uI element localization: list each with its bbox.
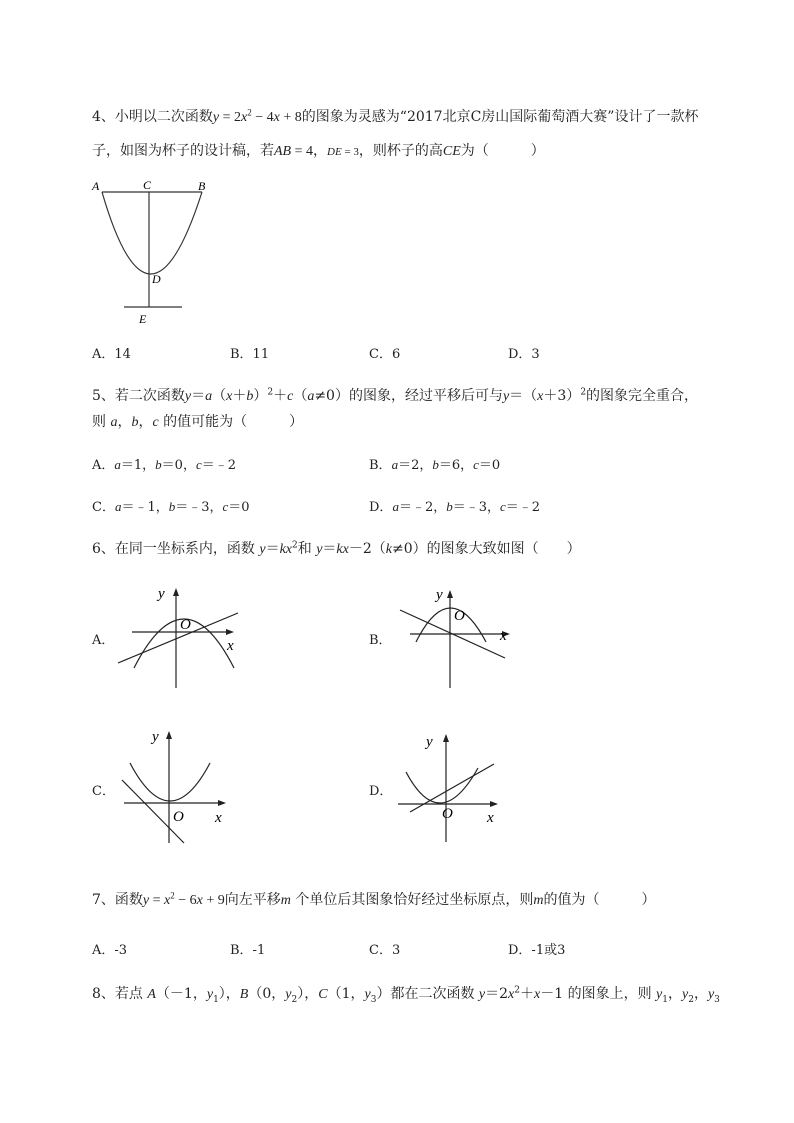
q6-option-d[interactable]: D．: [369, 784, 393, 799]
q5-option-d[interactable]: D．a＝﹣2，b＝﹣3，c＝﹣2: [369, 499, 541, 515]
cup-diagram: [90, 175, 220, 325]
y-arrow-icon: [166, 731, 172, 739]
q7-option-c[interactable]: C．3: [369, 943, 401, 958]
q5-option-b[interactable]: B．a＝2，b＝6，c＝0: [369, 457, 501, 473]
y-label: y: [152, 729, 159, 745]
q7-stem: 7、函数$y = x^2 - 6x + 9$向左平移m 个单位后其图象恰好经过坐标原点，则m的值为（ ）: [92, 890, 656, 908]
origin-label: O: [454, 608, 465, 624]
parabola-curve: [416, 608, 486, 642]
label-B: B: [198, 179, 206, 193]
q4-option-b[interactable]: B．11: [230, 347, 270, 362]
graph-c: [110, 725, 240, 850]
label-D: D: [152, 272, 161, 286]
graph-a: [110, 580, 250, 690]
q7-option-b[interactable]: B．-1: [230, 943, 266, 958]
y-arrow-icon: [443, 734, 449, 742]
q6-option-b[interactable]: B．: [369, 633, 392, 648]
q5-option-c[interactable]: C．a＝﹣1，b＝﹣3，c＝0: [92, 499, 250, 515]
x-label: x: [215, 810, 222, 826]
y-label: y: [426, 734, 433, 750]
straight-line: [410, 764, 494, 812]
y-arrow-icon: [173, 588, 179, 596]
y-label: y: [158, 586, 165, 602]
y-label: y: [436, 587, 443, 603]
graph-d: [390, 728, 520, 853]
cup-parabola: [102, 192, 202, 274]
parabola-curve: [406, 768, 478, 803]
q7-option-d[interactable]: D．-1或3: [508, 943, 566, 958]
origin-label: O: [180, 617, 191, 633]
parabola-curve: [130, 763, 210, 801]
straight-line: [118, 613, 238, 663]
q4-number: 4、: [92, 109, 115, 125]
q6-option-c[interactable]: C．: [92, 784, 115, 799]
q5-line-1: 5、若二次函数$y=a(x+b)^2+c(a\ne 0)$的图象，经过平移后可与$y=(x+3)^2$的图象完全重合，: [92, 387, 699, 404]
x-label: x: [500, 628, 507, 644]
graph-b: [390, 582, 520, 692]
q8-stem: 8、若点 A（－1，$y_1$），B（0，$y_2$），C（1，$y_3$）都在二次函数 $y=2x^2+x-1$ 的图象上，则 $y_1$，$y_2$，$y_3$: [92, 985, 720, 1005]
q6-option-a[interactable]: A．: [92, 633, 115, 648]
x-arrow-icon: [490, 801, 498, 807]
q4-line-1: 4、小明以二次函数$y = 2x^2 - 4x + 8$的图象为灵感为“2017北京C房山国际葡萄酒大赛”设计了一款杯: [92, 107, 699, 125]
x-label: x: [487, 810, 494, 826]
q4-line-2: 子，如图为杯子的设计稿，若AB = 4，DE = 3，则杯子的高CE为（ ）: [92, 143, 545, 159]
q5-line-2: 则 a，b，c 的值可能为（ ）: [92, 414, 304, 430]
q5-option-a[interactable]: A．a＝1，b＝0，c＝﹣2: [92, 457, 237, 473]
q4-option-d[interactable]: D．3: [508, 347, 540, 362]
q4-option-c[interactable]: C．6: [369, 347, 401, 362]
x-arrow-icon: [218, 800, 226, 806]
x-arrow-icon: [226, 629, 234, 635]
q7-option-a[interactable]: A．-3: [92, 943, 128, 958]
label-A: A: [92, 179, 100, 193]
origin-label: O: [442, 806, 453, 822]
label-C: C: [143, 178, 152, 192]
q4-option-a[interactable]: A．14: [92, 347, 131, 362]
x-label: x: [227, 638, 234, 654]
label-E: E: [139, 312, 147, 326]
origin-label: O: [173, 809, 184, 825]
y-arrow-icon: [447, 590, 453, 598]
q6-stem: 6、在同一坐标系内，函数 $y=kx^2$和 y＝kx－2（k≠0）的图象大致如图（ ）: [92, 540, 581, 557]
